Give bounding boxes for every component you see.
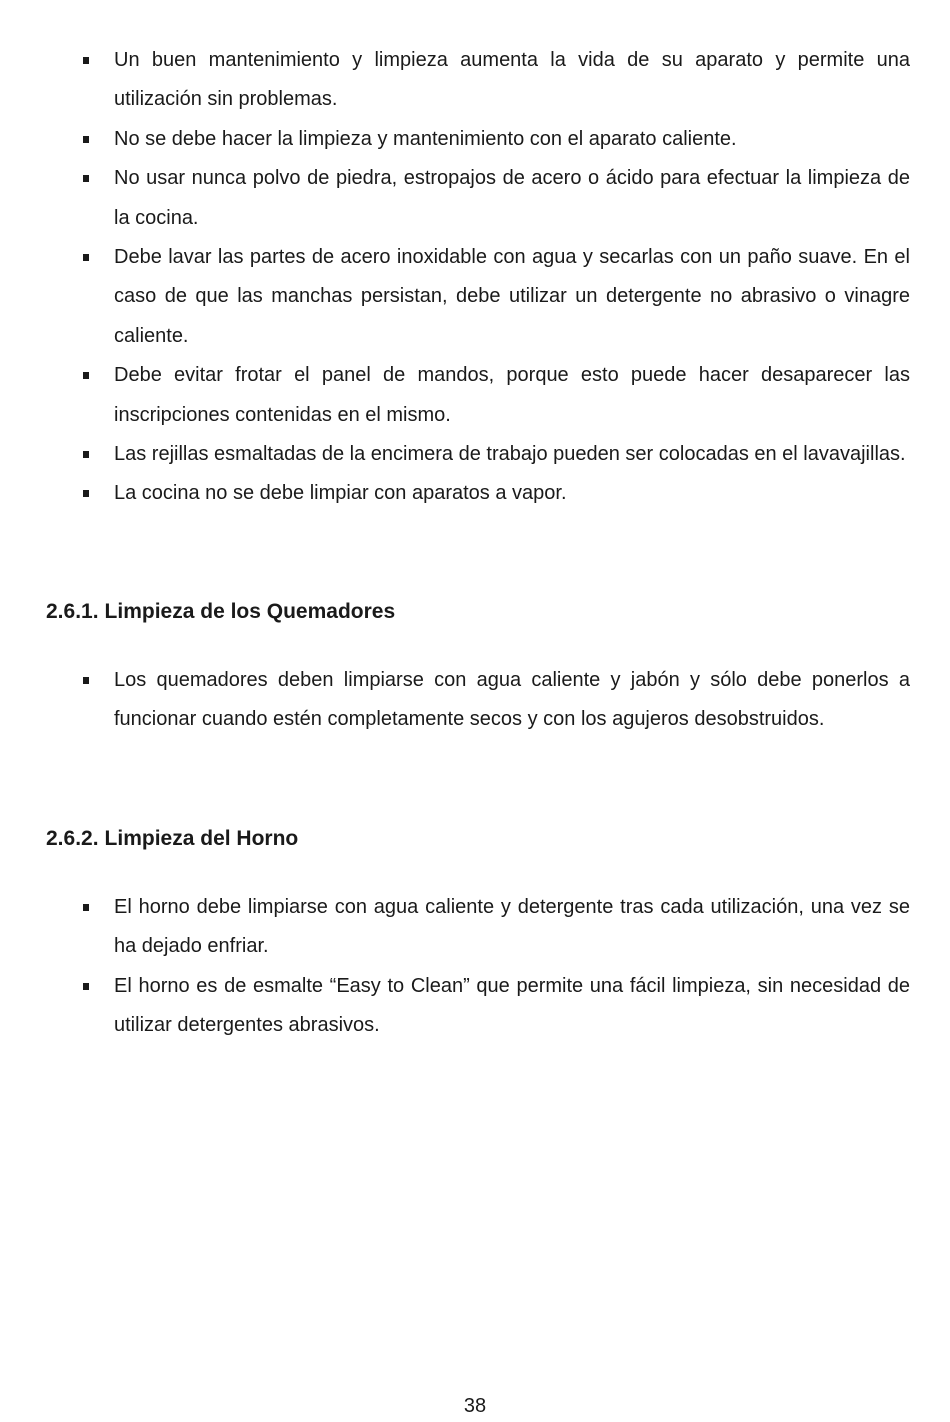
square-bullet-icon [83, 175, 89, 182]
list-item [80, 120, 910, 159]
list-item-text: No se debe hacer la limpieza y mantenimiento con el aparato caliente. [114, 127, 737, 150]
square-bullet-icon [83, 904, 89, 911]
section-number: 2.6.1. [46, 600, 99, 623]
burners-list [80, 661, 910, 740]
list-item-text: La cocina no se debe limpiar con aparatos a vapor. [114, 482, 567, 505]
list-item [80, 967, 910, 1046]
list-item-text: Un buen mantenimiento y limpieza aumenta la vida de su aparato y permite una utilización sin problemas. [114, 49, 910, 111]
section-title: Limpieza de los Quemadores [104, 600, 396, 623]
maintenance-list [80, 41, 910, 514]
square-bullet-icon [83, 677, 89, 684]
list-item [80, 159, 910, 238]
list-item-text: Los quemadores deben limpiarse con agua caliente y jabón y sólo debe ponerlos a funcionar cuando estén completamente secos y con los agujeros desobstruidos. [114, 669, 910, 731]
square-bullet-icon [83, 372, 89, 379]
square-bullet-icon [83, 451, 89, 458]
square-bullet-icon [83, 983, 89, 990]
list-item-text: No usar nunca polvo de piedra, estropajos de acero o ácido para efectuar la limpieza de la cocina. [114, 167, 910, 229]
list-item [80, 41, 910, 120]
section-heading-burners [46, 598, 395, 626]
square-bullet-icon [83, 136, 89, 143]
oven-list [80, 888, 910, 1046]
list-item-text: El horno debe limpiarse con agua caliente y detergente tras cada utilización, una vez se ha dejado enfriar. [114, 896, 910, 958]
list-item [80, 888, 910, 967]
list-item-text: Debe lavar las partes de acero inoxidable con agua y secarlas con un paño suave. En el caso de que las manchas persistan, debe utilizar un detergente no abrasivo o vinagre caliente. [114, 246, 910, 347]
list-item [80, 435, 910, 474]
list-item [80, 238, 910, 356]
list-item [80, 356, 910, 435]
list-item [80, 661, 910, 740]
list-item-text: El horno es de esmalte “Easy to Clean” que permite una fácil limpieza, sin necesidad de utilizar detergentes abrasivos. [114, 974, 910, 1037]
square-bullet-icon [83, 254, 89, 261]
list-item [80, 474, 910, 513]
square-bullet-icon [83, 490, 89, 497]
page-number: 38 [463, 1395, 487, 1417]
section-number: 2.6.2. [46, 827, 99, 850]
list-item-text: Las rejillas esmaltadas de la encimera de trabajo pueden ser colocadas en el lavavajillas. [114, 443, 906, 466]
square-bullet-icon [83, 57, 89, 64]
section-title: Limpieza del Horno [104, 827, 299, 850]
section-heading-oven [46, 825, 298, 853]
list-item-text: Debe evitar frotar el panel de mandos, porque esto puede hacer desaparecer las inscripciones contenidas en el mismo. [114, 364, 910, 426]
